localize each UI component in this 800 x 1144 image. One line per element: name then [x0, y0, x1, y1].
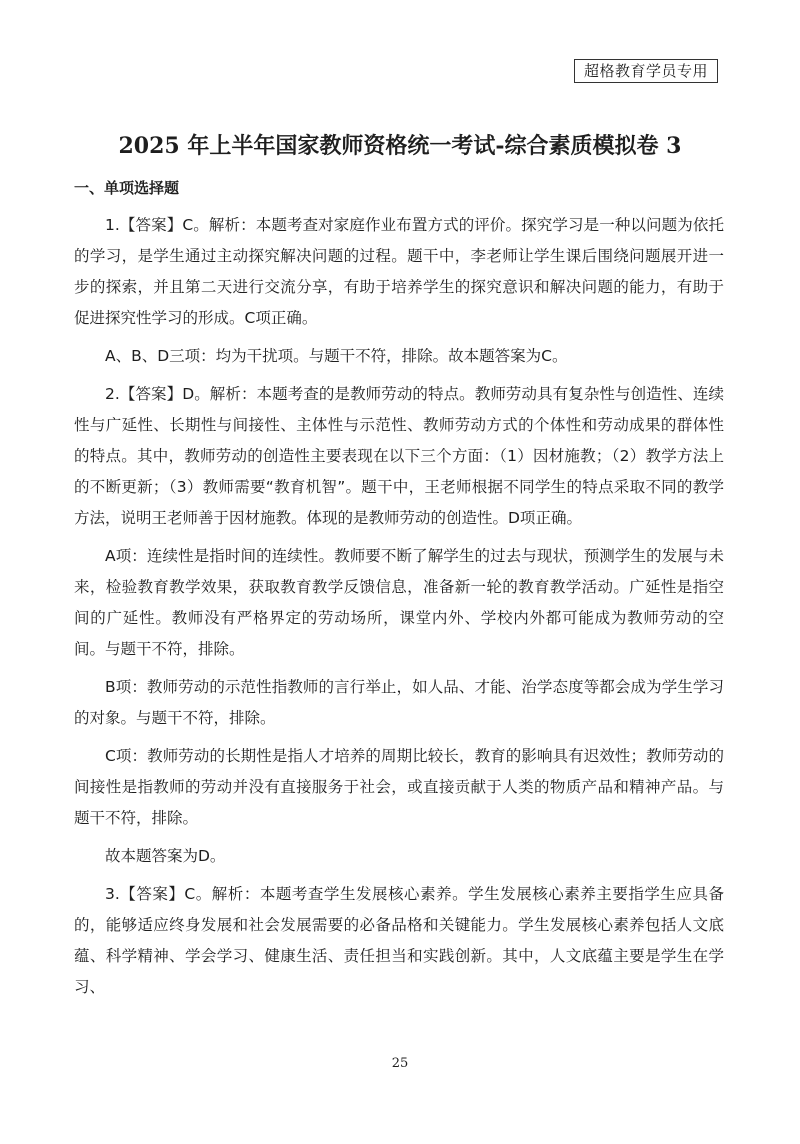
exclusive-use-stamp: 超格教育学员专用	[574, 59, 718, 83]
answer-paragraph-q2-option-b: B项：教师劳动的示范性指教师的言行举止，如人品、才能、治学态度等都会成为学生学习的对象。与题干不符，排除。	[74, 678, 724, 727]
answer-content	[74, 176, 724, 1010]
section-heading: 一、单项选择题	[74, 179, 180, 197]
answer-paragraph-q1-options: A、B、D三项：均为干扰项。与题干不符，排除。故本题答案为C。	[105, 347, 568, 365]
answer-paragraph-q2: 2.【答案】D。解析：本题考查的是教师劳动的特点。教师劳动具有复杂性与创造性、连续性与广延性、长期性与间接性、主体性与示范性、教师劳动方式的个体性和劳动成果的群体性的特点。其中，教师劳动的创造性主要表现在以下三个方面：（1）因材施教；（2）教学方法上的不断更新；（3）教师需要“教育机智”。题干中，王老师根据不同学生的特点采取不同的教学方法，说明王老师善于因材施教。体现的是教师劳动的创造性。D项正确。	[74, 385, 724, 527]
answer-paragraph-q2-conclusion: 故本题答案为D。	[105, 847, 226, 865]
answer-paragraph-q1: 1.【答案】C。解析：本题考查对家庭作业布置方式的评价。探究学习是一种以问题为依托的学习，是学生通过主动探究解决问题的过程。题干中，李老师让学生课后围绕问题展开进一步的探索，并且第二天进行交流分享，有助于培养学生的探究意识和解决问题的能力，有助于促进探究性学习的形成。C项正确。	[74, 216, 724, 327]
answer-paragraph-q2-option-c: C项：教师劳动的长期性是指人才培养的周期比较长，教育的影响具有迟效性；教师劳动的间接性是指教师的劳动并没有直接服务于社会，或直接贡献于人类的物质产品和精神产品。与题干不符，排除。	[74, 747, 724, 827]
answer-paragraph-q3: 3.【答案】C。解析：本题考查学生发展核心素养。学生发展核心素养主要指学生应具备的，能够适应终身发展和社会发展需要的必备品格和关键能力。学生发展核心素养包括人文底蕴、科学精神、学会学习、健康生活、责任担当和实践创新。其中，人文底蕴主要是学生在学习、	[74, 885, 724, 996]
answer-paragraph-q2-option-a: A项：连续性是指时间的连续性。教师要不断了解学生的过去与现状，预测学生的发展与未来，检验教育教学效果，获取教育教学反馈信息，准备新一轮的教育教学活动。广延性是指空间的广延性。教师没有严格界定的劳动场所，课堂内外、学校内外都可能成为教师劳动的空间。与题干不符，排除。	[74, 547, 724, 658]
page-title: 2025 年上半年国家教师资格统一考试-综合素质模拟卷 3	[118, 133, 682, 159]
page-number: 25	[391, 1056, 409, 1071]
